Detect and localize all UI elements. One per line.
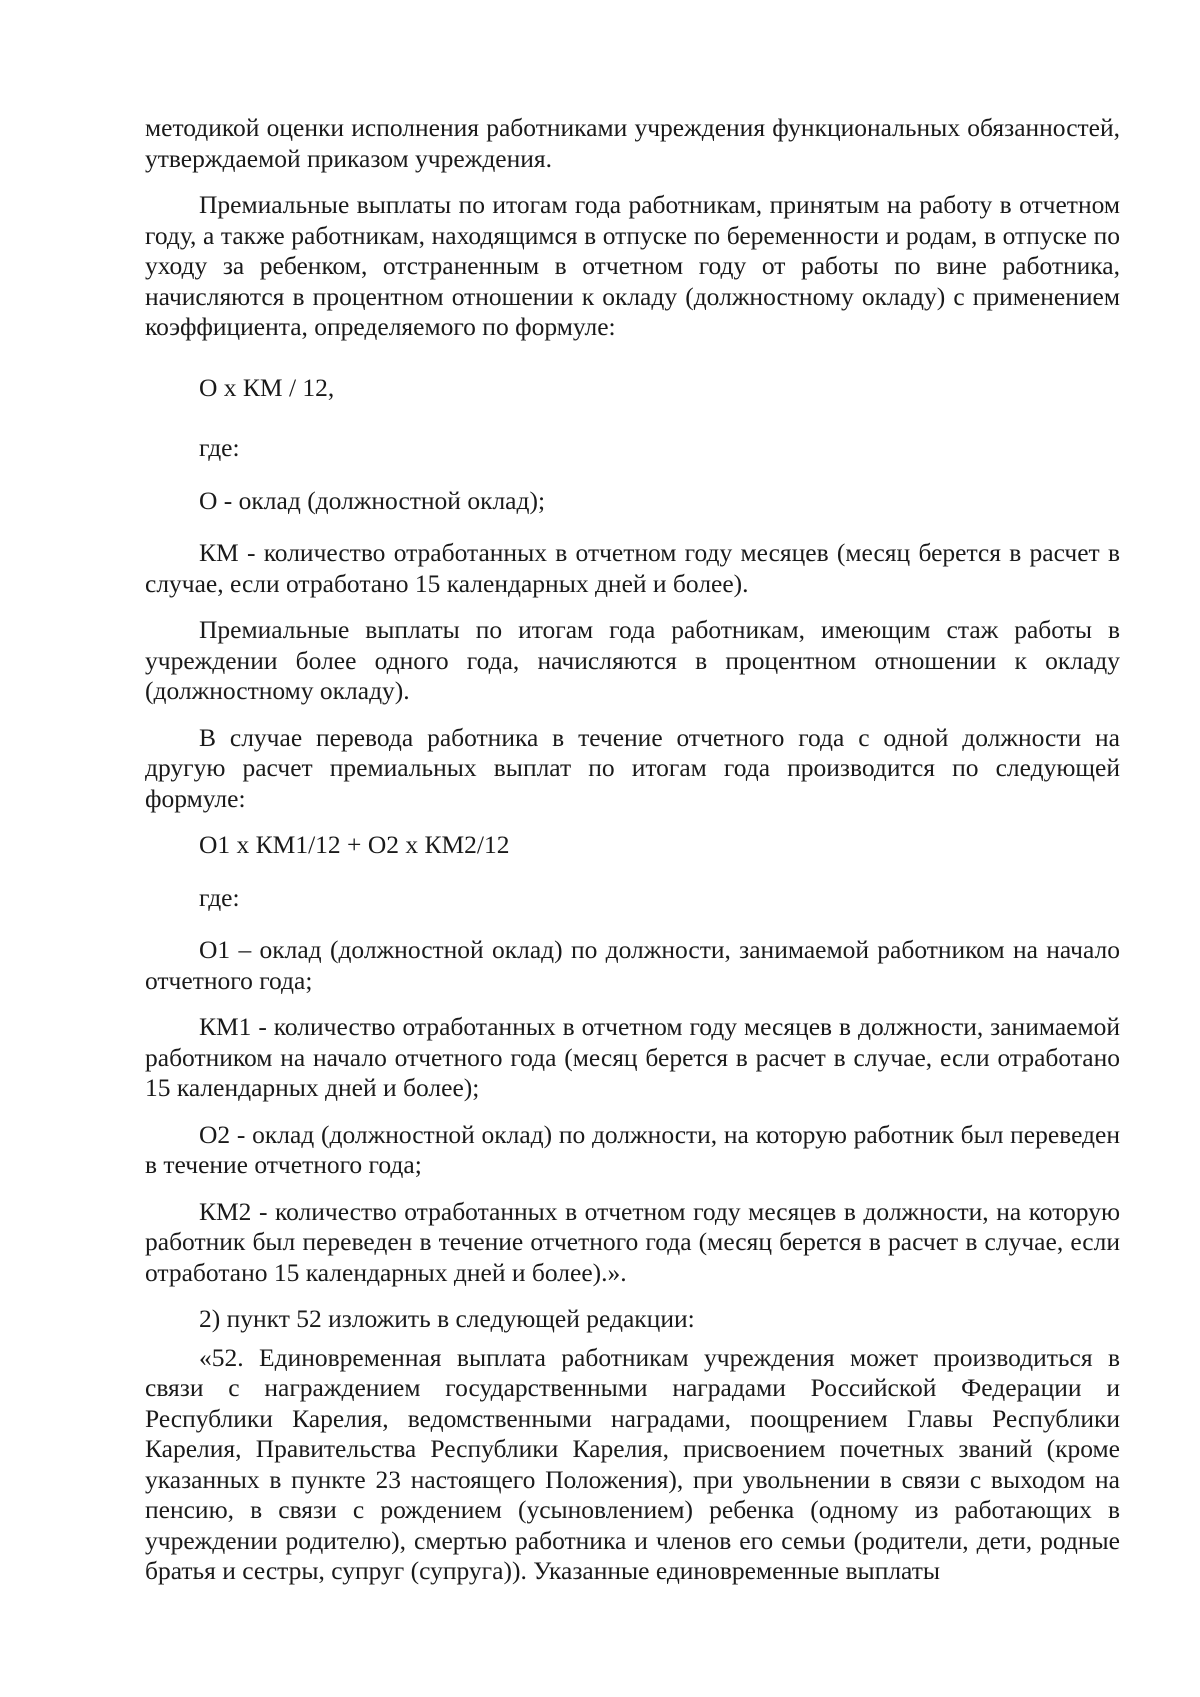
paragraph-bonus-new-employees: Премиальные выплаты по итогам года работникам, принятым на работу в отчетном году, а также работникам, находящимся в отпуске по беременности и родам, в отпуске по уходу за ребенком, отстраненным в отчетном году от работы по вине работника, начисляются в процентном отношении к окладу (должностному окладу) с применением коэффициента, определяемого по формуле:: [145, 190, 1120, 341]
definition-o: О - оклад (должностной оклад);: [199, 485, 546, 515]
document-body: [145, 113, 1120, 1587]
paragraph-bonus-experienced: Премиальные выплаты по итогам года работникам, имеющим стаж работы в учреждении более одного года, начисляются в процентном отношении к окладу (должностному окладу).: [145, 615, 1120, 705]
definition-km1: КМ1 - количество отработанных в отчетном году месяцев в должности, занимаемой работником на начало отчетного года (месяц берется в расчет в случае, если отработано 15 календарных дней и более);: [145, 1012, 1120, 1102]
paragraph-continuation: методикой оценки исполнения работниками учреждения функциональных обязанностей, утверждаемой приказом учреждения.: [145, 113, 1120, 173]
where-label-1: где:: [199, 433, 240, 462]
definition-o1: О1 – оклад (должностной оклад) по должности, занимаемой работником на начало отчетного года;: [145, 935, 1120, 995]
formula-2: О1 х КМ1/12 + О2 х КМ2/12: [199, 830, 510, 859]
item-2-heading: 2) пункт 52 изложить в следующей редакции:: [199, 1304, 695, 1333]
definition-o2: О2 - оклад (должностной оклад) по должности, на которую работник был переведен в течение отчетного года;: [145, 1119, 1120, 1179]
where-label-2: где:: [199, 882, 240, 912]
definition-km: КМ - количество отработанных в отчетном году месяцев (месяц берется в расчет в случае, если отработано 15 календарных дней и более).: [145, 538, 1120, 598]
paragraph-item-52: «52. Единовременная выплата работникам учреждения может производиться в связи с награждением государственными наградами Российской Федерации и Республики Карелия, ведомственными наградами, поощрением Главы Республики Карелия, Правительства Республики Карелия, присвоением почетных званий (кроме указанных в пункте 23 настоящего Положения), при увольнении в связи с выходом на пенсию, в связи с рождением (усыновлением) ребенка (одному из работающих в учреждении родителю), смертью работника и членов его семьи (родители, дети, родные братья и сестры, супруг (супруга)). Указанные единовременные выплаты: [145, 1342, 1120, 1585]
definition-km2: КМ2 - количество отработанных в отчетном году месяцев в должности, на которую работник был переведен в течение отчетного года (месяц берется в расчет в случае, если отработано 15 календарных дней и более).».: [145, 1196, 1120, 1287]
paragraph-transfer: В случае перевода работника в течение отчетного года с одной должности на другую расчет премиальных выплат по итогам года производится по следующей формуле:: [145, 722, 1120, 813]
formula-1: О х КМ / 12,: [199, 372, 335, 402]
